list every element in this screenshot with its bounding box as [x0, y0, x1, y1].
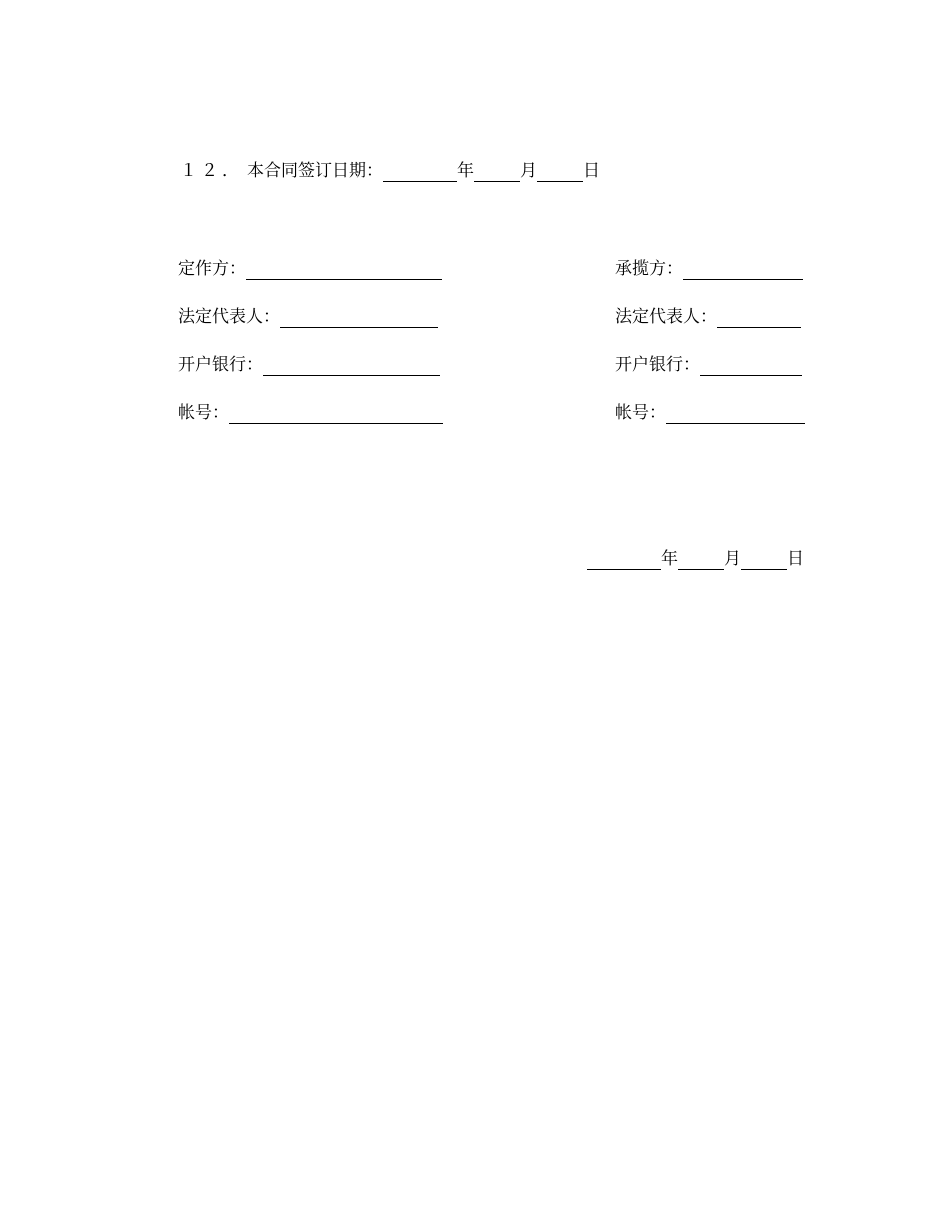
- left-rep-row: [178, 306, 438, 328]
- left-rep-label: 法定代表人：: [178, 307, 280, 327]
- right-rep-field[interactable]: [717, 309, 801, 328]
- right-party-field[interactable]: [683, 261, 803, 280]
- right-bank-field[interactable]: [700, 357, 802, 376]
- left-bank-label: 开户银行：: [178, 355, 263, 375]
- footer-date: [587, 548, 804, 570]
- right-bank-row: [615, 354, 802, 376]
- right-account-label: 帐号：: [615, 403, 666, 423]
- right-account-row: [615, 402, 805, 424]
- right-rep-row: [615, 306, 801, 328]
- left-account-field[interactable]: [229, 405, 443, 424]
- signing-day-field[interactable]: [537, 163, 583, 182]
- footer-year-field[interactable]: [587, 551, 661, 570]
- left-bank-row: [178, 354, 440, 376]
- signing-year-field[interactable]: [383, 163, 457, 182]
- right-party-row: [615, 258, 803, 280]
- right-bank-label: 开户银行：: [615, 355, 700, 375]
- left-rep-field[interactable]: [280, 309, 438, 328]
- footer-month-field[interactable]: [678, 551, 724, 570]
- left-party-row: [178, 258, 442, 280]
- clause-12-signing-date: [180, 160, 600, 182]
- left-bank-field[interactable]: [263, 357, 440, 376]
- clause-text: 本合同签订日期：: [247, 161, 383, 181]
- left-account-label: 帐号：: [178, 403, 229, 423]
- day-label: 日: [583, 161, 600, 181]
- right-rep-label: 法定代表人：: [615, 307, 717, 327]
- footer-month-label: 月: [724, 549, 741, 569]
- clause-number: １２．: [180, 161, 243, 181]
- footer-year-label: 年: [661, 549, 678, 569]
- left-party-label: 定作方：: [178, 259, 246, 279]
- month-label: 月: [520, 161, 537, 181]
- left-account-row: [178, 402, 443, 424]
- right-account-field[interactable]: [666, 405, 805, 424]
- signing-month-field[interactable]: [474, 163, 520, 182]
- year-label: 年: [457, 161, 474, 181]
- footer-day-field[interactable]: [741, 551, 787, 570]
- right-party-label: 承揽方：: [615, 259, 683, 279]
- footer-day-label: 日: [787, 549, 804, 569]
- left-party-field[interactable]: [246, 261, 442, 280]
